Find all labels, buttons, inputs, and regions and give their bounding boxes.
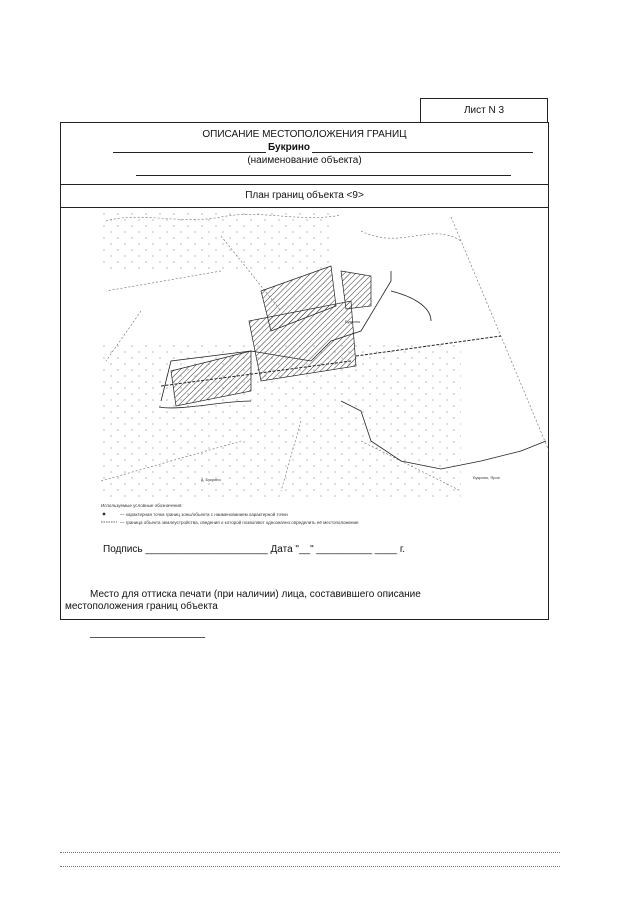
legend-item-point xyxy=(101,512,361,517)
document-title: ОПИСАНИЕ МЕСТОПОЛОЖЕНИЯ ГРАНИЦ xyxy=(202,129,407,140)
plan-title: План границ объекта <9> xyxy=(61,185,548,208)
stamp-place-line2: местоположения границ объекта xyxy=(65,601,218,612)
footer-dotted-line-1 xyxy=(60,852,560,853)
village-label-3: Букрино, Ярое xyxy=(473,475,500,480)
legend-heading: Используемые условные обозначения: xyxy=(101,503,183,508)
point-symbol-icon xyxy=(101,512,117,516)
stamp-place-note xyxy=(65,589,535,613)
legend-item-point-text: — характерная точка границ зоны/объекта с наименованием характерной точки xyxy=(120,512,288,517)
document-frame xyxy=(60,122,549,620)
map-legend xyxy=(101,503,361,528)
object-name: Букрино xyxy=(268,142,311,153)
object-name-underline xyxy=(113,152,533,153)
object-name-caption: (наименование объекта) xyxy=(247,155,362,166)
legend-item-boundary-text: — граница объекта землеустройства, сведения о которой позволяют однозначно определить её местоположение xyxy=(120,520,359,525)
village-label-1: Букрино xyxy=(345,319,361,324)
stamp-place-line1: Место для оттиска печати (при наличии) лица, составившего описание xyxy=(90,589,421,600)
sheet-number: Лист N 3 xyxy=(420,98,548,122)
footnote-separator xyxy=(90,637,205,638)
footer-dotted-line-2 xyxy=(60,866,560,867)
document-header xyxy=(61,123,548,185)
legend-item-boundary xyxy=(101,520,361,525)
boundary-plan-map xyxy=(101,211,551,501)
boundary-line-icon xyxy=(101,520,117,524)
caption-underline xyxy=(136,175,511,176)
village-label-2: д. Букрино xyxy=(201,477,221,482)
object-name-row xyxy=(61,142,548,154)
signature-line: Подпись ______________________ Дата "__" __________ ____ г. xyxy=(103,544,406,555)
